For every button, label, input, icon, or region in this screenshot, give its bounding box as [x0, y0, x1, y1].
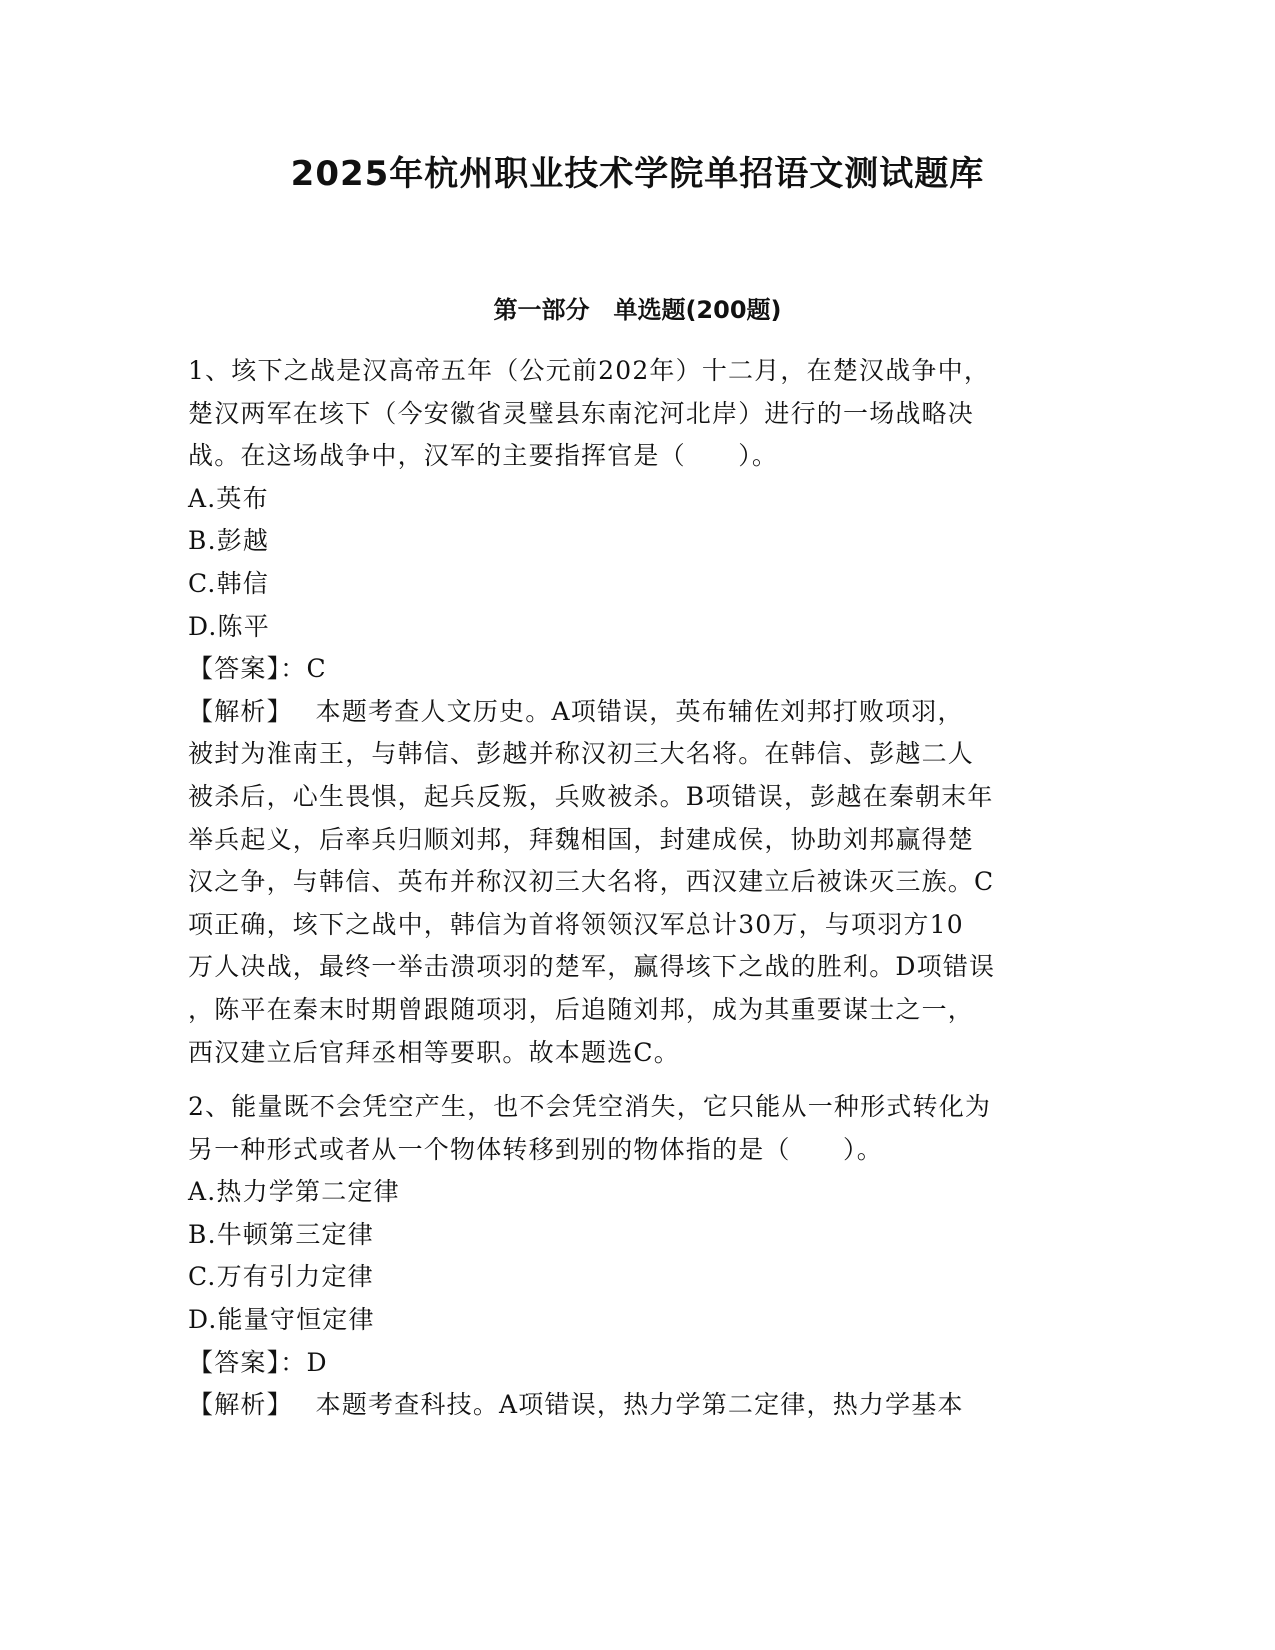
document-title: 2025年杭州职业技术学院单招语文测试题库: [290, 154, 985, 194]
document-content: [188, 350, 1088, 1427]
section-title: 第一部分 单选题(200题): [493, 296, 782, 324]
analysis-line: 万人决战，最终一举击溃项羽的楚军，赢得垓下之战的胜利。D项错误: [188, 952, 996, 982]
question-2: [188, 1086, 1088, 1427]
option-b: B.牛顿第三定律: [188, 1219, 374, 1249]
answer: 【答案】：C: [188, 654, 327, 684]
option-a: A.热力学第二定律: [188, 1177, 400, 1207]
option-c: C.万有引力定律: [188, 1262, 374, 1292]
analysis-line: 【解析】 本题考查科技。A项错误，热力学第二定律，热力学基本: [188, 1390, 964, 1420]
analysis-line: 项正确，垓下之战中，韩信为首将领领汉军总计30万，与项羽方10: [188, 909, 964, 939]
analysis-line: 西汉建立后官拜丞相等要职。故本题选C。: [188, 1037, 680, 1067]
question-stem-line: 战。在这场战争中，汉军的主要指挥官是（ ）。: [188, 441, 779, 471]
analysis-line: 【解析】 本题考查人文历史。A项错误，英布辅佐刘邦打败项羽，: [188, 696, 964, 726]
option-d: D.陈平: [188, 611, 270, 641]
analysis-line: 被杀后，心生畏惧，起兵反叛，兵败被杀。B项错误，彭越在秦朝末年: [188, 781, 994, 811]
question-stem-line: 2、能量既不会凭空产生，也不会凭空消失，它只能从一种形式转化为: [188, 1092, 992, 1122]
question-1: [188, 350, 1088, 1074]
analysis-line: 被封为淮南王，与韩信、彭越并称汉初三大名将。在韩信、彭越二人: [188, 739, 975, 769]
answer: 【答案】：D: [188, 1347, 328, 1377]
analysis-line: 汉之争，与韩信、英布并称汉初三大名将，西汉建立后被诛灭三族。C: [188, 867, 995, 897]
option-c: C.韩信: [188, 568, 269, 598]
option-a: A.英布: [188, 483, 269, 513]
question-stem-line: 另一种形式或者从一个物体转移到别的物体指的是（ ）。: [188, 1134, 883, 1164]
analysis-line: ，陈平在秦末时期曾跟随项羽，后追随刘邦，成为其重要谋士之一，: [188, 994, 975, 1024]
analysis-line: 举兵起义，后率兵归顺刘邦，拜魏相国，封建成侯，协助刘邦赢得楚: [188, 824, 975, 854]
question-stem-line: 1、垓下之战是汉高帝五年（公元前202年）十二月，在楚汉战争中，: [188, 356, 991, 385]
option-d: D.能量守恒定律: [188, 1305, 375, 1335]
option-b: B.彭越: [188, 526, 270, 556]
question-stem-line: 楚汉两军在垓下（今安徽省灵璧县东南沱河北岸）进行的一场战略决: [188, 398, 975, 428]
